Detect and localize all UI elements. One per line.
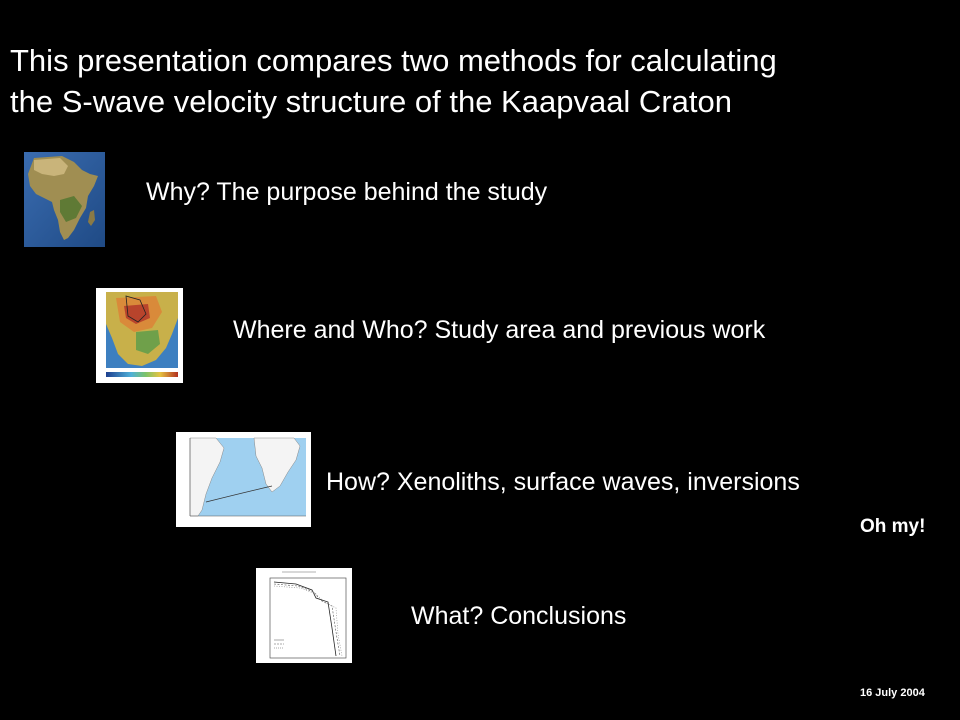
item-what-text: What? Conclusions: [411, 602, 627, 630]
item-where-text: Where and Who? Study area and previous work: [233, 316, 766, 344]
title-line-1: This presentation compares two methods for calculating: [10, 43, 777, 78]
africa-map-image: [24, 152, 105, 247]
slide-title: [10, 40, 950, 122]
velocity-plot-image: [256, 568, 352, 663]
atlantic-map-image: [176, 432, 311, 527]
slide-date: 16 July 2004: [860, 687, 925, 699]
study-area-map-image: [96, 288, 183, 383]
oh-my-note: Oh my!: [860, 516, 926, 537]
item-how-text: How? Xenoliths, surface waves, inversions: [326, 468, 800, 496]
title-line-2: the S-wave velocity structure of the Kaapvaal Craton: [10, 84, 732, 119]
item-why-text: Why? The purpose behind the study: [146, 178, 548, 206]
